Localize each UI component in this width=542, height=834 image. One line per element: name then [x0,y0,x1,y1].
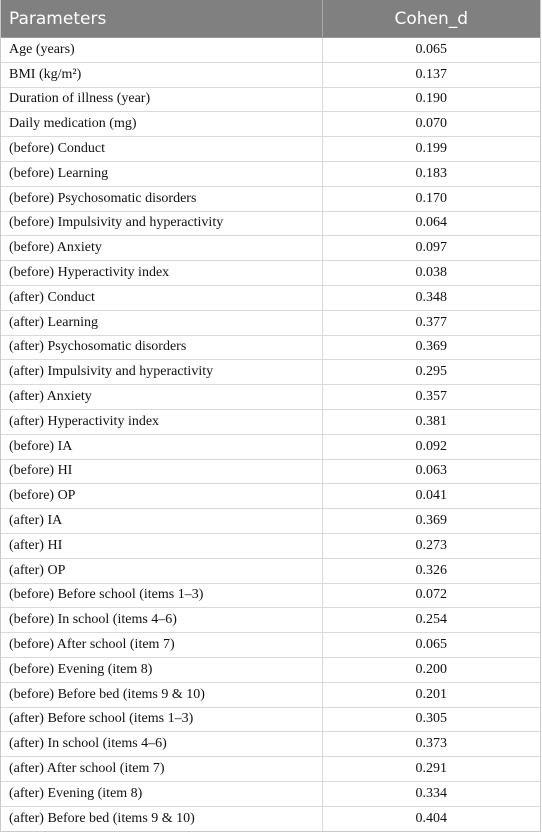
parameters-column-header: Parameters [1,0,322,38]
table-row [1,583,540,608]
table-row [1,533,540,558]
table-row [1,434,540,459]
parameter-cell: (before) Impulsivity and hyperactivity [1,211,322,236]
parameter-cell: (before) Conduct [1,137,322,162]
table-row [1,657,540,682]
parameter-cell: (after) Impulsivity and hyperactivity [1,360,322,385]
table-row [1,186,540,211]
cohen-d-value-cell: 0.295 [322,360,540,385]
parameter-cell: (before) In school (items 4–6) [1,608,322,633]
parameter-cell: (after) Learning [1,310,322,335]
table-row [1,806,540,830]
parameter-cell: (after) Before bed (items 9 & 10) [1,806,322,830]
cohen-d-value-cell: 0.357 [322,385,540,410]
parameter-cell: (after) IA [1,509,322,534]
parameter-cell: BMI (kg/m²) [1,62,322,87]
cohen-d-value-cell: 0.183 [322,161,540,186]
table-row [1,682,540,707]
cohen-d-value-cell: 0.273 [322,533,540,558]
parameter-cell: (after) Psychosomatic disorders [1,335,322,360]
table-row [1,558,540,583]
cohen-d-value-cell: 0.373 [322,732,540,757]
cohen-d-value-cell: 0.065 [322,633,540,658]
table-row [1,608,540,633]
parameter-cell: (before) Learning [1,161,322,186]
cohen-d-value-cell: 0.170 [322,186,540,211]
cohen-d-value-cell: 0.369 [322,509,540,534]
table-row [1,87,540,112]
cohen-d-value-cell: 0.199 [322,137,540,162]
parameter-cell: (after) In school (items 4–6) [1,732,322,757]
cohen-d-value-cell: 0.072 [322,583,540,608]
cohen-d-value-cell: 0.064 [322,211,540,236]
table-row [1,112,540,137]
cohen-d-value-cell: 0.348 [322,285,540,310]
table-row [1,211,540,236]
cohen-d-value-cell: 0.377 [322,310,540,335]
cohen-d-value-cell: 0.097 [322,236,540,261]
table-row [1,335,540,360]
parameter-cell: (before) Evening (item 8) [1,657,322,682]
cohen-d-column-header: Cohen_d [322,0,540,38]
table-row [1,62,540,87]
parameter-cell: Age (years) [1,38,322,63]
cohen-d-value-cell: 0.038 [322,261,540,286]
table-row [1,161,540,186]
parameter-cell: (before) After school (item 7) [1,633,322,658]
cohen-d-value-cell: 0.381 [322,409,540,434]
parameter-cell: (after) OP [1,558,322,583]
parameter-cell: (after) Conduct [1,285,322,310]
parameter-cell: (after) After school (item 7) [1,757,322,782]
cohen-d-value-cell: 0.200 [322,657,540,682]
cohen-d-value-cell: 0.404 [415,810,447,826]
table-row [1,38,540,63]
table-row [1,261,540,286]
cohen-d-value-cell: 0.334 [322,781,540,806]
table-row [1,236,540,261]
cohen-d-value-cell: 0.326 [322,558,540,583]
cohen-d-value-cell: 0.369 [322,335,540,360]
parameter-cell: (before) Hyperactivity index [1,261,322,286]
parameter-cell: (before) OP [1,484,322,509]
cohen-d-table [1,0,540,831]
parameter-cell: (before) Psychosomatic disorders [1,186,322,211]
table-row [1,360,540,385]
cohen-d-value-cell: 0.190 [322,87,540,112]
table-header [1,0,540,38]
parameter-cell: (before) Anxiety [1,236,322,261]
cohen-d-value-cell: 0.137 [322,62,540,87]
cohen-d-value-cell: 0.092 [322,434,540,459]
parameter-cell: (before) Before school (items 1–3) [1,583,322,608]
cohen-d-value-cell: 0.041 [322,484,540,509]
cohen-d-value-cell: 0.291 [322,757,540,782]
parameter-cell: Daily medication (mg) [1,112,322,137]
cohen-d-value-cell: 0.065 [322,38,540,63]
cohen-d-value-cell: 0.070 [322,112,540,137]
table-row [1,137,540,162]
table-body [1,38,540,831]
parameter-cell: (after) HI [1,533,322,558]
parameter-cell: (after) Before school (items 1–3) [1,707,322,732]
cohen-d-value-cell: 0.305 [322,707,540,732]
table-row [1,732,540,757]
table-row [1,285,540,310]
parameter-cell: (after) Hyperactivity index [1,409,322,434]
table-row [1,385,540,410]
header-row [1,0,540,38]
table-row [1,707,540,732]
parameter-cell: (after) Anxiety [1,385,322,410]
table-row [1,633,540,658]
table-row [1,781,540,806]
parameter-cell: (before) IA [1,434,322,459]
cohen-d-value-cell: 0.254 [322,608,540,633]
parameter-cell: (before) HI [1,459,322,484]
parameter-cell: (before) Before bed (items 9 & 10) [1,682,322,707]
table-row [1,459,540,484]
table-row [1,509,540,534]
table-row [1,310,540,335]
cohen-d-value-cell: 0.063 [322,459,540,484]
table-row [1,757,540,782]
parameter-cell: (after) Evening (item 8) [1,781,322,806]
cohen-d-value-cell: 0.201 [322,682,540,707]
parameter-cell: Duration of illness (year) [1,87,322,112]
table-row [1,484,540,509]
table-row [1,409,540,434]
